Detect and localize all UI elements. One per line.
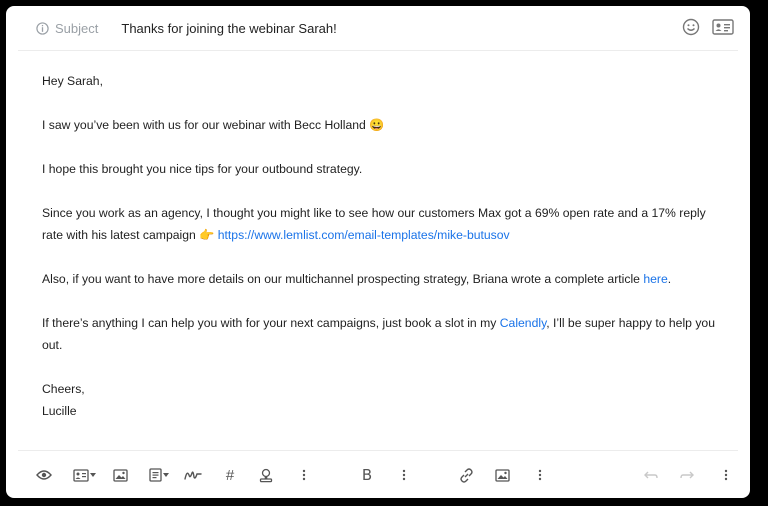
toolbar-more-icon[interactable] (724, 465, 728, 485)
subject-label (36, 21, 98, 36)
paragraph-3-text: Since you work as an agency, I thought you might like to see how our customers Max got a 69% open rate and a 17% reply rate with his latest campaign 👉 (42, 206, 706, 242)
paragraph-1: I saw you’ve been with us for our webinar with Becc Holland 😀 (42, 118, 385, 132)
caret-down-icon (89, 472, 97, 478)
paragraph-5-text: If there’s anything I can help you with for your next campaigns, just book a slot in my (42, 316, 500, 330)
document-icon (149, 468, 162, 482)
signature-icon[interactable] (182, 465, 204, 485)
paragraph-4-end: . (667, 272, 672, 286)
insert-image-icon[interactable] (492, 465, 512, 485)
bold-button[interactable]: B (361, 466, 373, 484)
stamp-icon[interactable] (256, 465, 276, 485)
hashtag-icon[interactable]: # (225, 466, 235, 484)
redo-icon[interactable] (678, 465, 696, 485)
calendly-link[interactable]: Calendly (499, 316, 547, 330)
subject-input[interactable]: Thanks for joining the webinar Sarah! (121, 20, 337, 36)
paragraph-2: I hope this brought you nice tips for your outbound strategy. (42, 162, 363, 176)
paragraph-5-end: , I’ll be super happy to help you out. (42, 316, 715, 352)
template-link[interactable]: https://www.lemlist.com/email-templates/mike-butusov (217, 228, 510, 242)
more-options-icon[interactable] (302, 465, 306, 485)
paragraph-3 (42, 202, 726, 246)
paragraph-4-text: Also, if you want to have more details on our multichannel prospecting strategy, Briana wrote a complete article (42, 272, 644, 286)
more-insert-icon[interactable] (538, 465, 542, 485)
closing: Cheers, (42, 382, 85, 396)
paragraph-5 (42, 312, 726, 356)
smiley-icon[interactable] (682, 18, 700, 36)
email-body[interactable] (42, 70, 726, 422)
info-circle-icon (36, 22, 55, 35)
preview-eye-icon[interactable] (34, 465, 54, 485)
greeting: Hey Sarah, (42, 74, 103, 88)
variables-dropdown[interactable] (70, 465, 100, 485)
subject-bar (18, 6, 738, 51)
image-icon[interactable] (110, 465, 130, 485)
editor-toolbar (18, 450, 738, 498)
link-icon[interactable] (456, 465, 476, 485)
email-composer (6, 6, 750, 498)
more-format-icon[interactable] (402, 465, 406, 485)
variable-card-icon (73, 469, 89, 482)
template-dropdown[interactable] (144, 465, 174, 485)
caret-down-icon (162, 472, 170, 478)
contact-card-icon[interactable] (712, 18, 734, 36)
paragraph-4 (42, 268, 726, 290)
signature: Lucille (42, 404, 77, 418)
article-link[interactable]: here (643, 272, 668, 286)
subject-label-text: Subject (55, 20, 99, 36)
undo-icon[interactable] (642, 465, 660, 485)
subject-actions (682, 18, 734, 36)
